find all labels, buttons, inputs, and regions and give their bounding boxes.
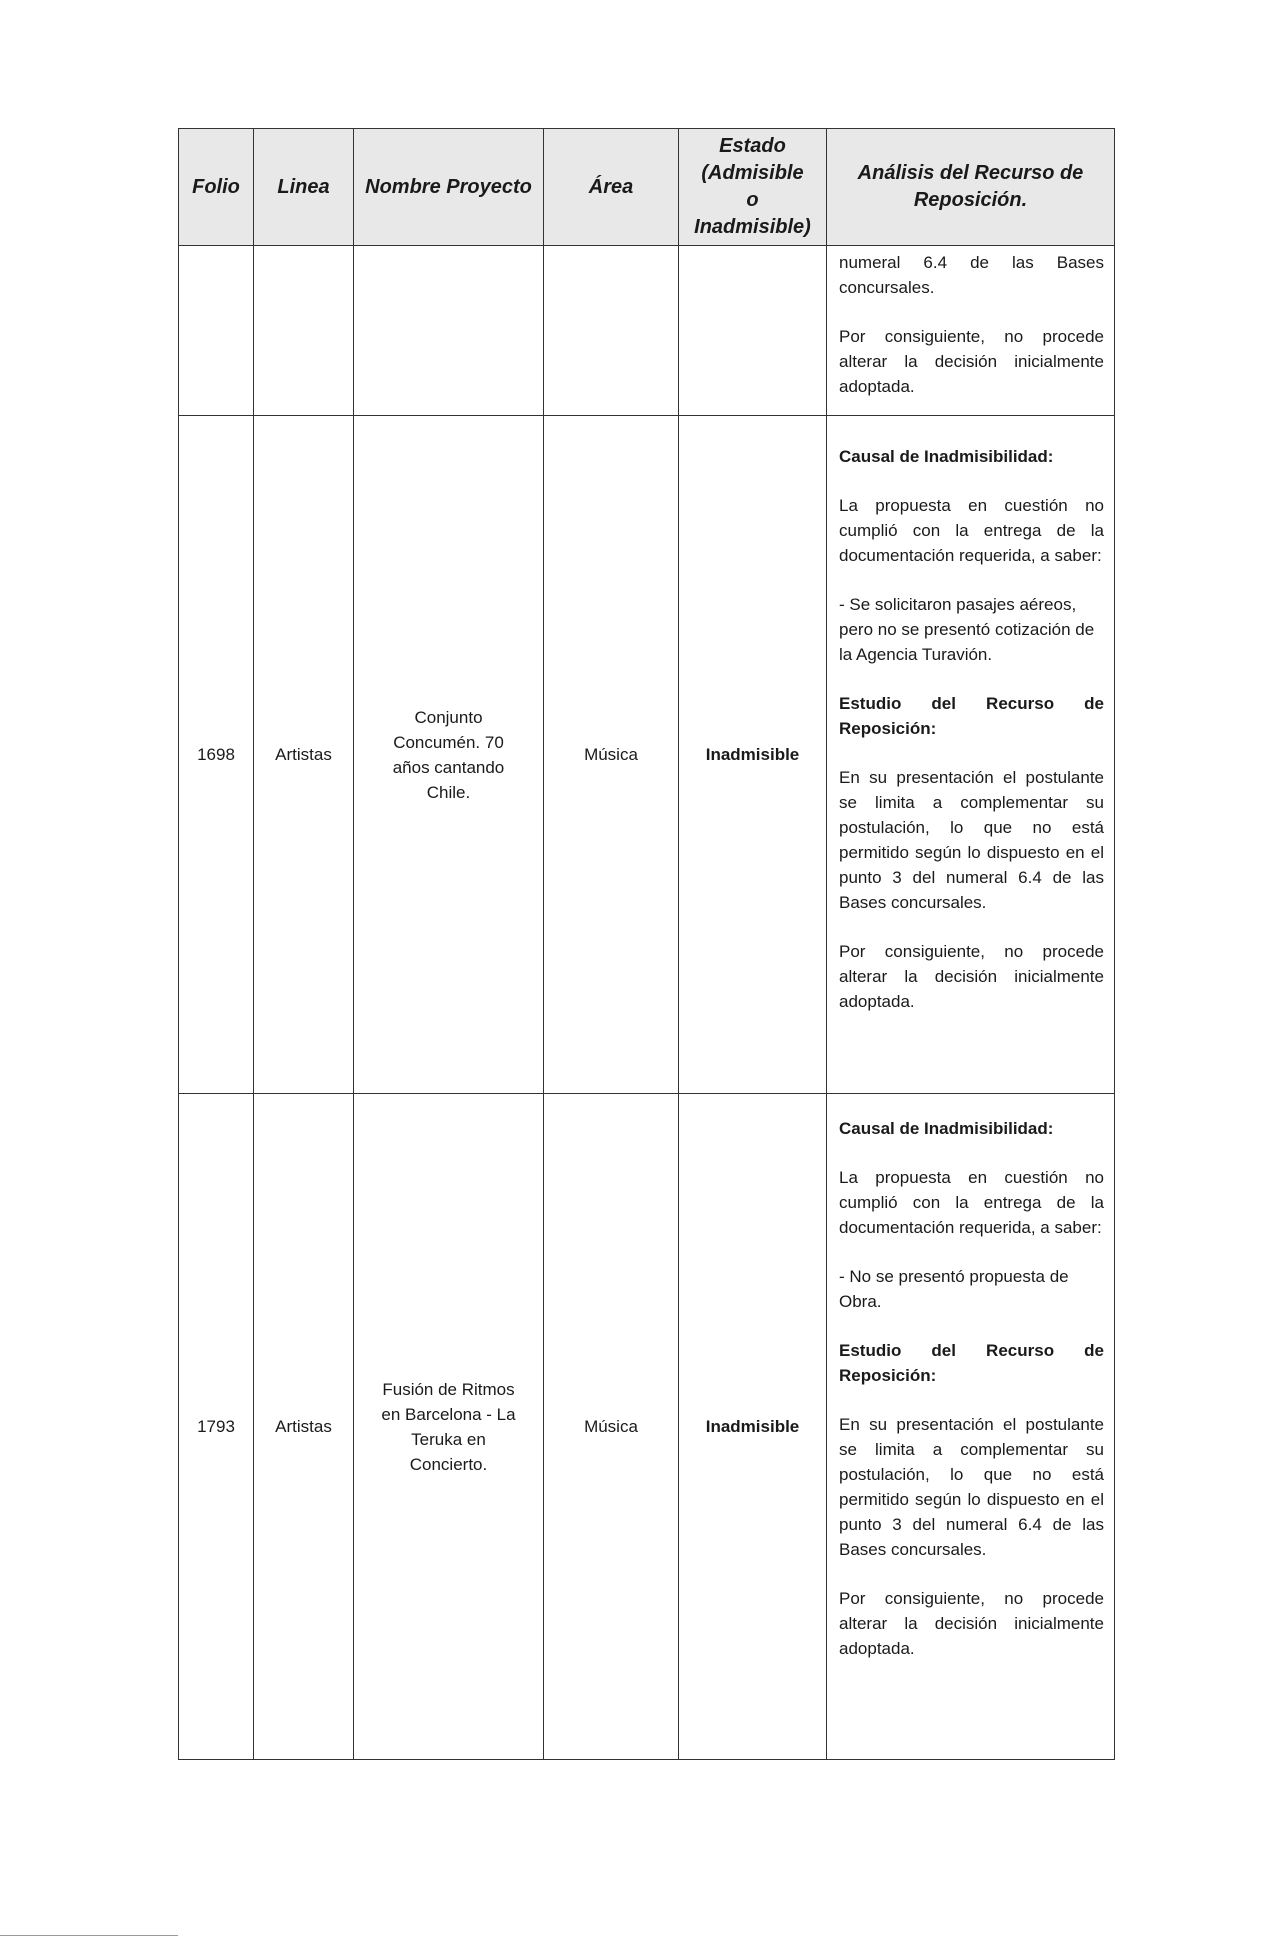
analysis-heading — [839, 691, 1104, 741]
header-folio: Folio — [179, 129, 254, 246]
analysis-paragraph: Por consiguiente, no procede alterar la decisión inicialmente adoptada. — [839, 327, 1104, 396]
cell-estado: Inadmisible — [679, 416, 827, 1094]
estudio-heading: Estudio del Recurso de Reposición: — [839, 1341, 1104, 1385]
resolution-table — [178, 128, 1115, 1760]
cell-area: Música — [544, 1094, 679, 1760]
analysis-heading — [839, 444, 1104, 469]
header-estado-line: Estado — [719, 135, 786, 157]
analysis-heading — [839, 1338, 1104, 1388]
cell-linea: Artistas — [254, 416, 354, 1094]
cell-folio: 1793 — [179, 1094, 254, 1760]
header-linea: Linea — [254, 129, 354, 246]
analysis-paragraph: - No se presentó propuesta de Obra. — [839, 1267, 1069, 1311]
cell-area: Música — [544, 416, 679, 1094]
header-estado-line: (Admisible — [701, 162, 804, 184]
cell-analisis — [827, 416, 1115, 1094]
page-bottom-rule — [0, 1935, 178, 1936]
cell-linea: Artistas — [254, 1094, 354, 1760]
causal-heading: Causal de Inadmisibilidad: — [839, 447, 1054, 466]
cell-estado — [679, 246, 827, 416]
cell-area — [544, 246, 679, 416]
analysis-paragraph: En su presentación el postulante se limita a complementar su postulación, lo que no está permitido según lo dispuesto en el punto 3 del numeral 6.4 de las Bases concursales. — [839, 768, 1104, 912]
cell-folio — [179, 246, 254, 416]
causal-heading: Causal de Inadmisibilidad: — [839, 1119, 1054, 1138]
analysis-paragraph: En su presentación el postulante se limita a complementar su postulación, lo que no está permitido según lo dispuesto en el punto 3 del numeral 6.4 de las Bases concursales. — [839, 1415, 1104, 1559]
header-row — [179, 129, 1115, 246]
header-estado — [679, 129, 827, 246]
analysis-paragraph: Por consiguiente, no procede alterar la decisión inicialmente adoptada. — [839, 1589, 1104, 1658]
estudio-heading: Estudio del Recurso de Reposición: — [839, 694, 1104, 738]
cell-estado: Inadmisible — [679, 1094, 827, 1760]
table-row — [179, 416, 1115, 1094]
header-analisis: Análisis del Recurso de Reposición. — [827, 129, 1115, 246]
table-row — [179, 1094, 1115, 1760]
cell-analisis — [827, 1094, 1115, 1760]
cell-linea — [254, 246, 354, 416]
analysis-heading — [839, 1116, 1104, 1141]
cell-nombre — [354, 246, 544, 416]
cell-analisis — [827, 246, 1115, 416]
header-area: Área — [544, 129, 679, 246]
cell-nombre: Conjunto Concumén. 70 años cantando Chile. — [354, 416, 544, 1094]
header-nombre-proyecto: Nombre Proyecto — [354, 129, 544, 246]
analysis-paragraph: numeral 6.4 de las Bases concursales. — [839, 253, 1104, 297]
analysis-paragraph: La propuesta en cuestión no cumplió con la entrega de la documentación requerida, a saber: — [839, 1168, 1104, 1237]
cell-nombre: Fusión de Ritmos en Barcelona - La Teruka en Concierto. — [354, 1094, 544, 1760]
table-row — [179, 246, 1115, 416]
analysis-paragraph: - Se solicitaron pasajes aéreos, pero no se presentó cotización de la Agencia Turavión. — [839, 595, 1095, 664]
cell-folio: 1698 — [179, 416, 254, 1094]
header-estado-line: o — [746, 189, 759, 211]
analysis-paragraph: Por consiguiente, no procede alterar la decisión inicialmente adoptada. — [839, 942, 1104, 1011]
analysis-paragraph: La propuesta en cuestión no cumplió con la entrega de la documentación requerida, a saber: — [839, 496, 1104, 565]
header-estado-line: Inadmisible) — [694, 216, 811, 238]
